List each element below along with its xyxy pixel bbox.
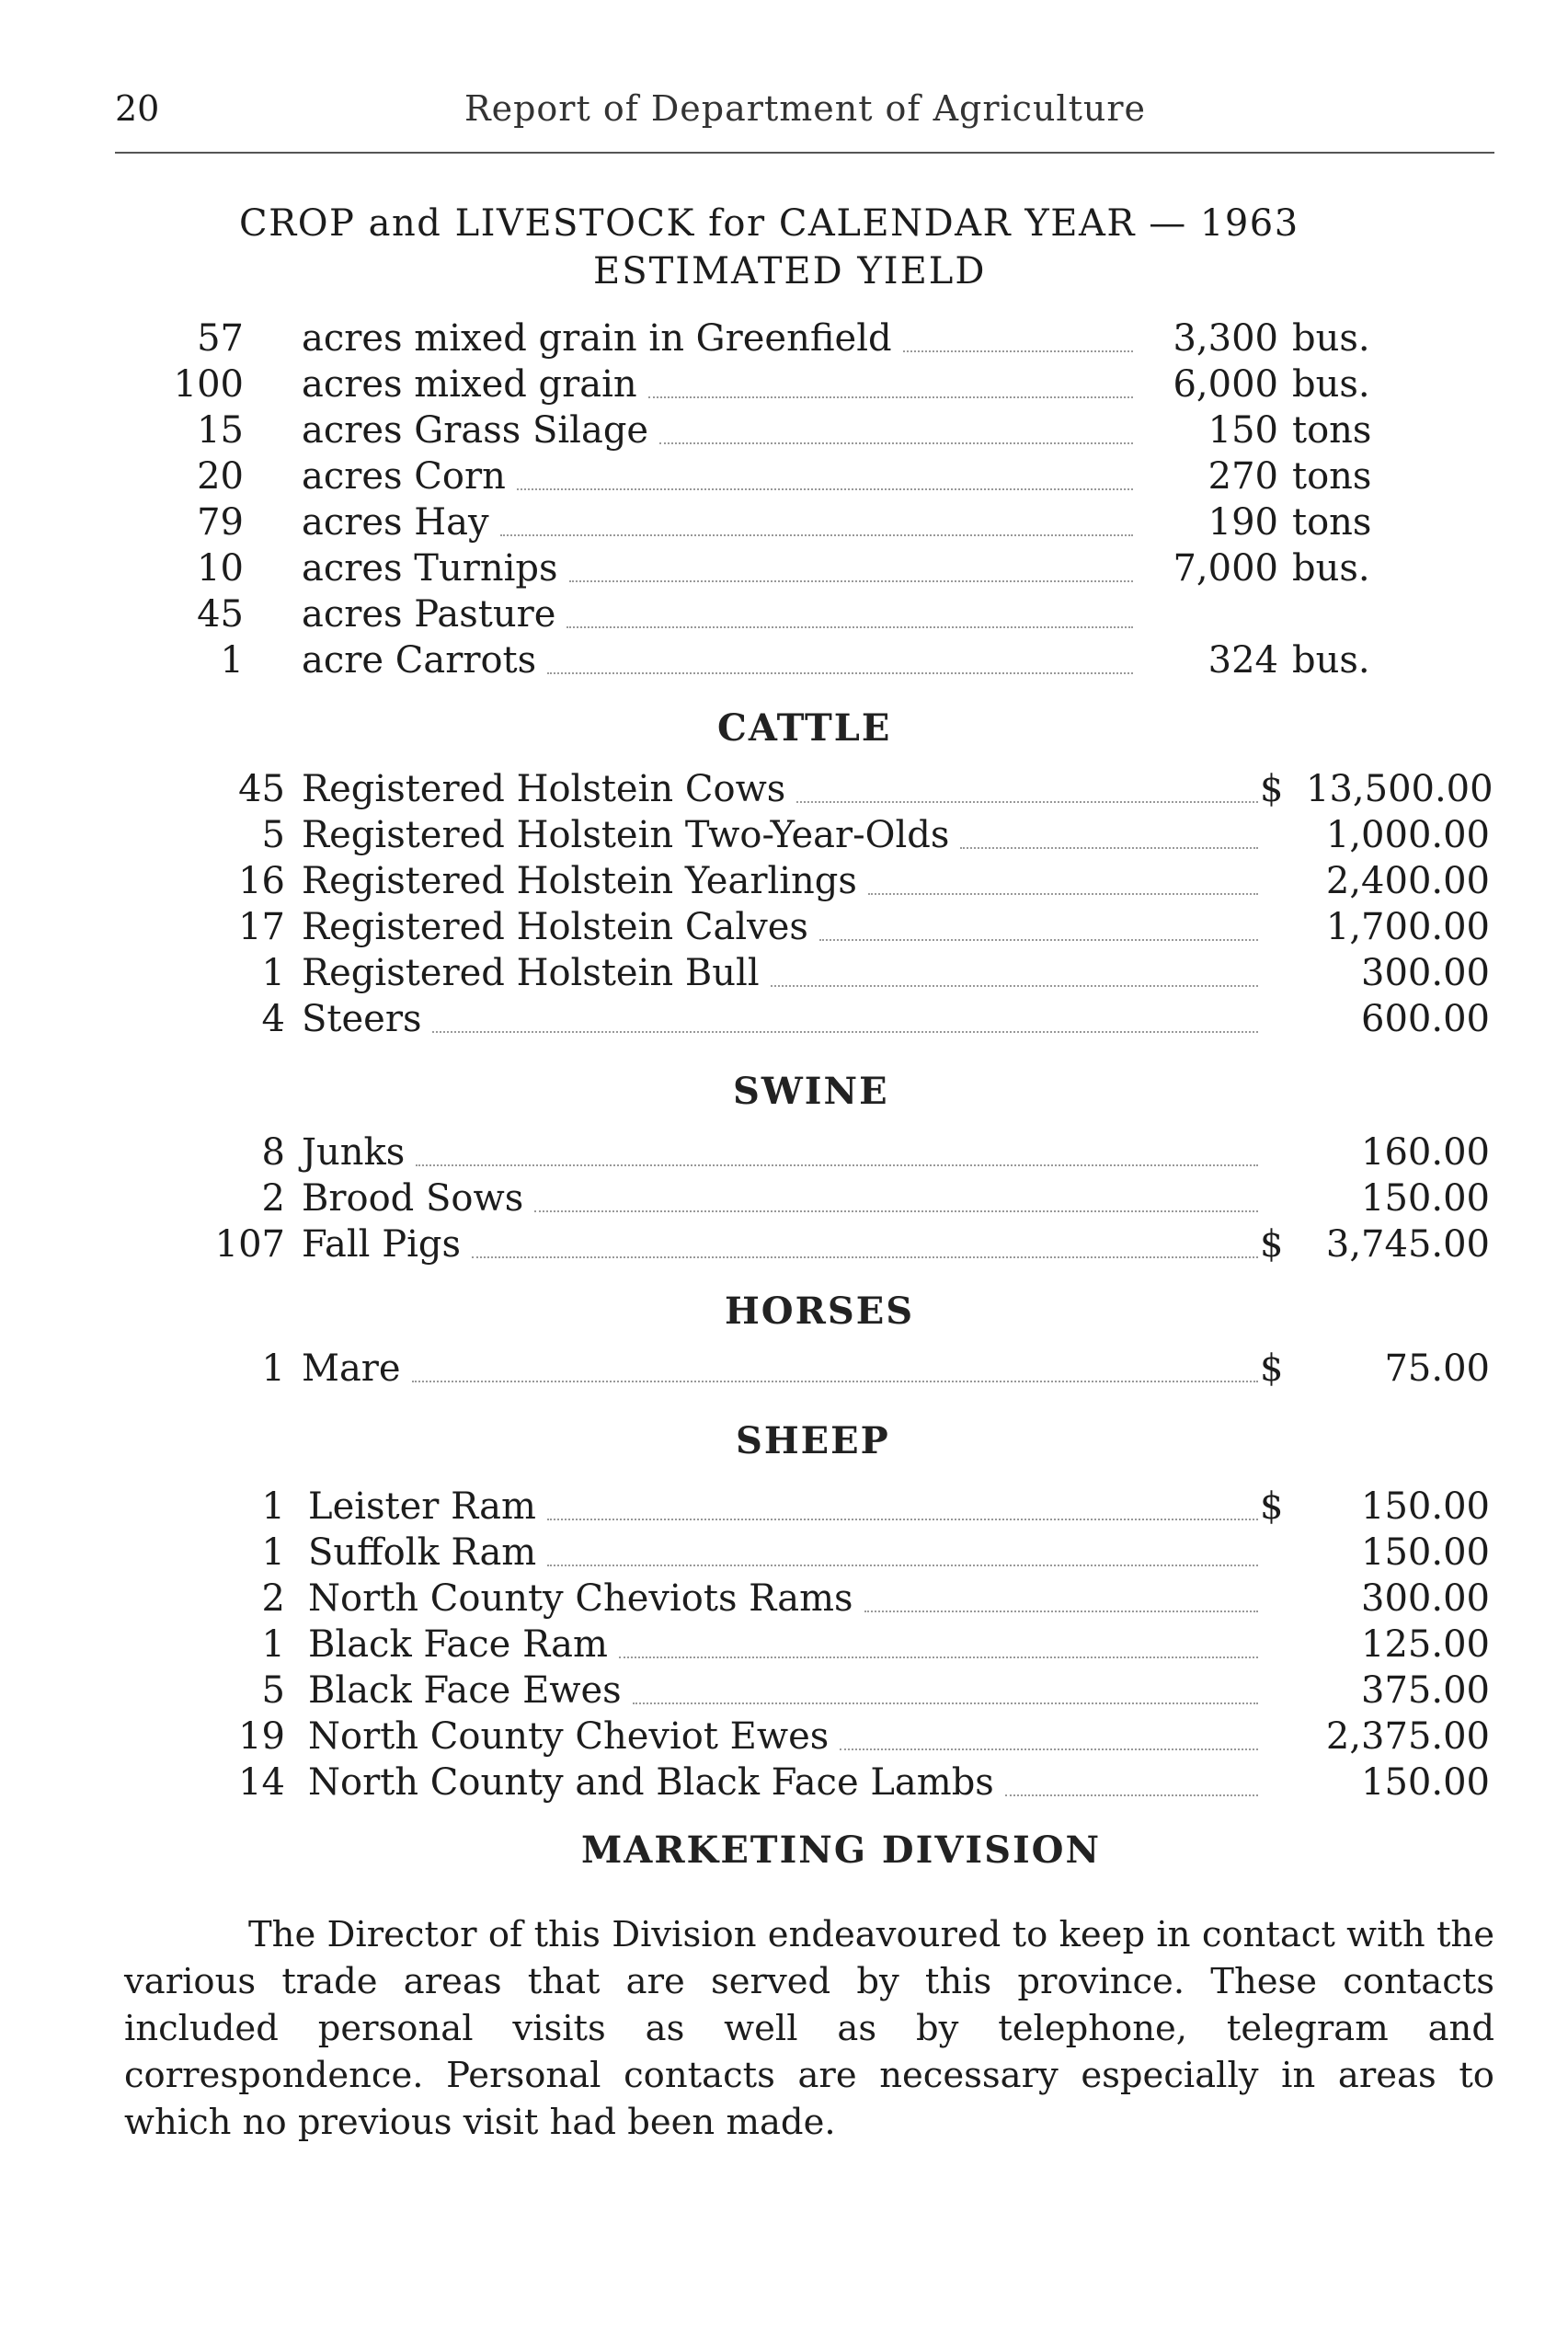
livestock-value: 150.00 [1361, 1531, 1490, 1574]
leader-dots [903, 350, 1133, 352]
livestock-value: 2,400.00 [1325, 860, 1490, 902]
crop-unit: bus. [1292, 547, 1370, 590]
livestock-value: 160.00 [1361, 1131, 1490, 1174]
livestock-description: North County and Black Face Lambs [308, 1761, 994, 1804]
livestock-value: 3,745.00 [1325, 1223, 1490, 1266]
crop-description: acre Carrots [302, 639, 537, 682]
leader-dots [567, 626, 1133, 628]
livestock-row [0, 1177, 1568, 1223]
livestock-quantity: 4 [261, 998, 285, 1040]
crop-description: acres mixed grain in Greenfield [302, 317, 892, 360]
leader-dots [416, 1164, 1258, 1166]
leader-dots [619, 1656, 1258, 1658]
leader-dots [868, 893, 1258, 895]
crop-row [0, 547, 1568, 593]
leader-dots [534, 1210, 1258, 1212]
leader-dots [960, 847, 1258, 849]
leader-dots [633, 1702, 1258, 1704]
livestock-quantity: 45 [238, 768, 285, 810]
report-title: CROP and LIVESTOCK for CALENDAR YEAR — 1963 [239, 202, 1299, 245]
dollar-sign: $ [1260, 1223, 1284, 1266]
crop-unit: bus. [1292, 363, 1370, 406]
crop-quantity: 10 [197, 547, 244, 590]
livestock-row [0, 1577, 1568, 1623]
crop-description: acres Grass Silage [302, 409, 649, 452]
livestock-quantity: 1 [261, 1485, 285, 1528]
leader-dots [547, 1565, 1258, 1566]
dollar-sign: $ [1260, 768, 1284, 810]
crop-quantity: 15 [197, 409, 244, 452]
leader-dots [472, 1256, 1258, 1258]
livestock-value: 300.00 [1361, 952, 1490, 994]
livestock-value: 150.00 [1361, 1485, 1490, 1528]
crop-row [0, 363, 1568, 409]
leader-dots [796, 801, 1258, 803]
leader-dots [547, 1519, 1258, 1520]
livestock-quantity: 107 [214, 1223, 285, 1266]
leader-dots [432, 1031, 1258, 1033]
livestock-description: Registered Holstein Two-Year-Olds [302, 814, 950, 856]
leader-dots [648, 396, 1133, 398]
crop-description: acres Pasture [302, 593, 556, 636]
livestock-row [0, 1623, 1568, 1669]
leader-dots [547, 672, 1133, 674]
livestock-row [0, 998, 1568, 1044]
running-title: Report of Department of Agriculture [464, 88, 1146, 129]
livestock-description: Suffolk Ram [308, 1531, 537, 1574]
livestock-quantity: 1 [261, 1347, 285, 1390]
crop-description: acres mixed grain [302, 363, 637, 406]
livestock-quantity: 1 [261, 1623, 285, 1666]
livestock-row [0, 1485, 1568, 1531]
livestock-row [0, 1531, 1568, 1577]
livestock-quantity: 2 [261, 1177, 285, 1220]
livestock-quantity: 5 [261, 814, 285, 856]
crop-quantity: 45 [197, 593, 244, 636]
page-number: 20 [115, 88, 160, 129]
crop-amount: 324 [1207, 639, 1278, 682]
crop-unit: bus. [1292, 317, 1370, 360]
crop-unit: tons [1292, 455, 1372, 498]
livestock-value: 300.00 [1361, 1577, 1490, 1620]
leader-dots [412, 1381, 1258, 1382]
livestock-description: Black Face Ewes [308, 1669, 622, 1712]
livestock-row [0, 952, 1568, 998]
livestock-value: 75.00 [1384, 1347, 1490, 1390]
livestock-quantity: 8 [261, 1131, 285, 1174]
leader-dots [517, 488, 1133, 490]
livestock-value: 1,700.00 [1325, 906, 1490, 948]
crop-unit: tons [1292, 409, 1372, 452]
livestock-row [0, 1715, 1568, 1761]
crop-row [0, 455, 1568, 501]
crop-amount: 7,000 [1173, 547, 1278, 590]
livestock-quantity: 16 [238, 860, 285, 902]
livestock-description: Junks [302, 1131, 406, 1174]
livestock-description: Fall Pigs [302, 1223, 462, 1266]
livestock-description: Brood Sows [302, 1177, 524, 1220]
crop-amount: 190 [1207, 501, 1278, 544]
livestock-row [0, 814, 1568, 860]
livestock-quantity: 2 [261, 1577, 285, 1620]
livestock-quantity: 5 [261, 1669, 285, 1712]
livestock-quantity: 14 [238, 1761, 285, 1804]
crop-row [0, 317, 1568, 363]
crop-description: acres Hay [302, 501, 489, 544]
livestock-quantity: 17 [238, 906, 285, 948]
livestock-row [0, 1223, 1568, 1269]
leader-dots [1005, 1794, 1258, 1796]
section-heading-cattle: CATTLE [717, 706, 892, 750]
livestock-row [0, 906, 1568, 952]
crop-quantity: 57 [197, 317, 244, 360]
livestock-description: Black Face Ram [308, 1623, 608, 1666]
leader-dots [864, 1611, 1258, 1612]
livestock-value: 125.00 [1361, 1623, 1490, 1666]
livestock-quantity: 1 [261, 1531, 285, 1574]
section-heading-swine: SWINE [733, 1070, 889, 1113]
livestock-row [0, 860, 1568, 906]
livestock-quantity: 19 [238, 1715, 285, 1758]
crop-amount: 3,300 [1173, 317, 1278, 360]
leader-dots [569, 580, 1133, 582]
livestock-row [0, 1131, 1568, 1177]
section-heading-horses: HORSES [725, 1290, 915, 1333]
leader-dots [819, 939, 1258, 941]
livestock-description: Mare [302, 1347, 401, 1390]
crop-row [0, 593, 1568, 639]
crop-quantity: 1 [220, 639, 244, 682]
leader-dots [771, 985, 1258, 987]
livestock-value: 2,375.00 [1325, 1715, 1490, 1758]
dollar-sign: $ [1260, 1347, 1284, 1390]
livestock-description: Registered Holstein Calves [302, 906, 808, 948]
livestock-value: 150.00 [1361, 1177, 1490, 1220]
section-heading-sheep: SHEEP [736, 1419, 890, 1462]
crop-row [0, 639, 1568, 685]
crop-amount: 6,000 [1173, 363, 1278, 406]
livestock-value: 150.00 [1361, 1761, 1490, 1804]
marketing-paragraph-text: The Director of this Division endeavoured to keep in contact with the various trade areas that are served by this province. These contacts included personal visits as well as by telephone, telegram and correspondence. Personal contacts are necessary especially in areas to which no previous visit had been made. [124, 1914, 1494, 2143]
livestock-description: Registered Holstein Yearlings [302, 860, 857, 902]
crop-unit: tons [1292, 501, 1372, 544]
crop-description: acres Turnips [302, 547, 558, 590]
livestock-value: 375.00 [1361, 1669, 1490, 1712]
marketing-paragraph [124, 1911, 1494, 2146]
leader-dots [659, 442, 1133, 444]
livestock-description: Registered Holstein Bull [302, 952, 760, 994]
livestock-description: North County Cheviot Ewes [308, 1715, 830, 1758]
livestock-quantity: 1 [261, 952, 285, 994]
crop-quantity: 79 [197, 501, 244, 544]
livestock-description: Leister Ram [308, 1485, 536, 1528]
header-rule [115, 152, 1494, 154]
leader-dots [840, 1748, 1258, 1750]
livestock-row [0, 768, 1568, 814]
crop-quantity: 20 [197, 455, 244, 498]
crop-row [0, 501, 1568, 547]
page-header [115, 88, 1494, 143]
livestock-value: 600.00 [1361, 998, 1490, 1040]
livestock-description: Registered Holstein Cows [302, 768, 786, 810]
leader-dots [500, 534, 1133, 536]
livestock-description: Steers [302, 998, 422, 1040]
livestock-value: 13,500.00 [1306, 768, 1494, 810]
report-subtitle: ESTIMATED YIELD [593, 250, 987, 292]
livestock-row [0, 1347, 1568, 1393]
marketing-heading: MARKETING DIVISION [581, 1828, 1102, 1872]
crop-unit: bus. [1292, 639, 1370, 682]
livestock-value: 1,000.00 [1325, 814, 1490, 856]
crop-quantity: 100 [173, 363, 244, 406]
livestock-description: North County Cheviots Rams [308, 1577, 853, 1620]
crop-amount: 270 [1207, 455, 1278, 498]
livestock-row [0, 1761, 1568, 1807]
crop-amount: 150 [1207, 409, 1278, 452]
livestock-row [0, 1669, 1568, 1715]
crop-row [0, 409, 1568, 455]
crop-description: acres Corn [302, 455, 506, 498]
dollar-sign: $ [1260, 1485, 1284, 1528]
